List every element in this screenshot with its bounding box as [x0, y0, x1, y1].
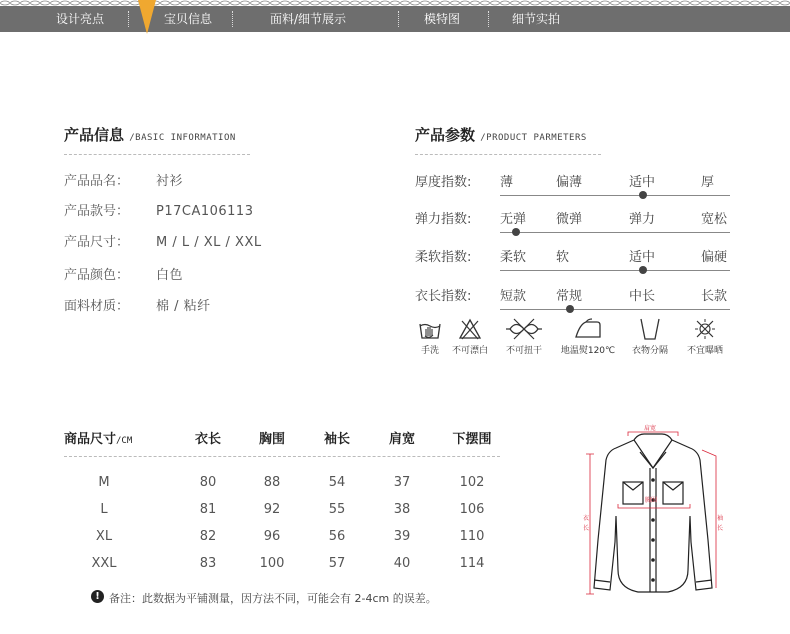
- measure-cell: 102: [459, 475, 485, 490]
- measure-cell: 55: [328, 502, 346, 517]
- size-col-shoulder: 肩宽: [388, 432, 415, 447]
- measure-cell: 57: [328, 556, 346, 571]
- sleeve-label-1: 袖: [717, 515, 724, 522]
- measure-cell: 38: [393, 502, 411, 517]
- info-row-name: [64, 170, 183, 189]
- chest-label: 胸围: [644, 497, 658, 504]
- length-label-1: 衣: [583, 515, 590, 522]
- param-row: [415, 208, 745, 234]
- info-value: 衬衫: [156, 174, 184, 189]
- care-no-wring: [494, 316, 554, 356]
- param-option: 适中: [629, 250, 656, 265]
- care-label: 地温熨120℃: [560, 346, 616, 356]
- param-selected-dot: [639, 191, 647, 199]
- size-col-length: 衣长: [194, 432, 221, 447]
- care-no-bleach: [440, 316, 500, 356]
- no-wring-icon: [504, 316, 544, 342]
- param-selected-dot: [566, 305, 574, 313]
- nav-tab-product-info[interactable]: 宝贝信息: [164, 12, 213, 26]
- measurement-note: [93, 590, 437, 606]
- info-value: M / L / XL / XXL: [156, 235, 262, 250]
- care-label: 手洗: [420, 346, 439, 356]
- product-info-title: [64, 124, 236, 145]
- info-value: 白色: [156, 268, 184, 283]
- size-col-sleeve: 袖长: [323, 432, 350, 447]
- iron-icon: [572, 316, 604, 342]
- info-label: 产品尺寸：: [64, 235, 130, 250]
- nav-bar: [0, 6, 790, 32]
- info-row-color: [64, 264, 183, 283]
- measure-cell: 88: [263, 475, 281, 490]
- size-cell: M: [98, 475, 110, 490]
- measure-cell: 81: [199, 502, 217, 517]
- product-params-title: [415, 124, 587, 145]
- info-label: 面料材质：: [64, 299, 130, 314]
- nav-tab-design-highlights[interactable]: 设计亮点: [56, 12, 105, 26]
- param-scale-line: [500, 232, 730, 233]
- product-info-heading: 产品信息: [64, 126, 125, 144]
- param-label: 弹力指数:: [415, 212, 472, 227]
- measure-cell: 80: [199, 475, 217, 490]
- measure-cell: 96: [263, 529, 281, 544]
- sleeve-label-2: 长: [717, 525, 724, 532]
- info-row-material: [64, 295, 211, 314]
- length-label-2: 长: [583, 525, 590, 532]
- divider: [64, 154, 250, 155]
- exclamation-icon: !: [91, 590, 104, 603]
- divider: [415, 154, 601, 155]
- size-col-chest: 胸围: [258, 432, 285, 447]
- care-iron: [558, 316, 618, 356]
- product-params-heading: 产品参数: [415, 126, 476, 144]
- note-text: 备注：此数据为平铺测量，因方法不同，可能会有 2-4cm 的误差。: [109, 592, 437, 605]
- param-selected-dot: [639, 266, 647, 274]
- nav-divider: [128, 11, 129, 27]
- param-option: 长款: [701, 289, 728, 304]
- measure-cell: 110: [459, 529, 485, 544]
- shirt-measurement-diagram: [578, 420, 728, 610]
- measure-cell: 106: [459, 502, 485, 517]
- measure-cell: 114: [459, 556, 485, 571]
- param-option: 软: [556, 250, 570, 265]
- param-option: 短款: [500, 289, 527, 304]
- size-col-hem: 下摆围: [452, 432, 492, 447]
- size-cell: L: [100, 502, 108, 517]
- param-scale-line: [500, 270, 730, 271]
- measure-cell: 83: [199, 556, 217, 571]
- info-label: 产品颜色：: [64, 268, 130, 283]
- measure-cell: 82: [199, 529, 217, 544]
- measure-cell: 54: [328, 475, 346, 490]
- nav-tab-model-photos[interactable]: 模特图: [424, 12, 461, 26]
- size-cell: XL: [95, 529, 113, 544]
- care-no-sun: [675, 316, 735, 356]
- measurement-guides: [586, 432, 716, 594]
- param-option: 微弹: [556, 212, 583, 227]
- param-option: 柔软: [500, 250, 527, 265]
- shirt-outline: [594, 434, 712, 592]
- param-option: 常规: [556, 289, 583, 304]
- measure-cell: 39: [393, 529, 411, 544]
- measure-cell: 92: [263, 502, 281, 517]
- measure-cell: 56: [328, 529, 346, 544]
- product-info-subtitle: /BASIC INFORMATION: [129, 133, 236, 143]
- param-selected-dot: [512, 228, 520, 236]
- size-cell: XXL: [91, 556, 117, 571]
- param-option: 偏薄: [556, 175, 583, 190]
- separate-wash-icon: [636, 316, 664, 342]
- info-label: 产品品名：: [64, 174, 130, 189]
- nav-tab-detail-shots[interactable]: 细节实拍: [512, 12, 561, 26]
- nav-divider: [232, 11, 233, 27]
- info-row-sizes: [64, 231, 262, 250]
- info-value: 棉 / 粘纤: [156, 299, 211, 314]
- care-label: 不可扭干: [505, 346, 542, 356]
- nav-divider: [488, 11, 489, 27]
- active-tab-marker: [138, 0, 156, 34]
- measure-cell: 40: [393, 556, 411, 571]
- param-row: [415, 171, 745, 197]
- param-row: [415, 285, 745, 311]
- param-option: 偏硬: [701, 250, 728, 265]
- param-option: 弹力: [629, 212, 656, 227]
- shoulder-label: 肩宽: [643, 425, 657, 432]
- care-label: 衣物分隔: [631, 346, 668, 356]
- care-separate-wash: [620, 316, 680, 356]
- measure-cell: 100: [259, 556, 285, 571]
- no-bleach-icon: [456, 316, 484, 342]
- param-option: 厚: [701, 175, 715, 190]
- info-row-style-number: [64, 200, 253, 219]
- no-sun-icon: [691, 316, 719, 342]
- param-option: 中长: [629, 289, 656, 304]
- param-option: 宽松: [701, 212, 728, 227]
- param-scale-line: [500, 195, 730, 196]
- info-value: P17CA106113: [156, 204, 254, 219]
- param-label: 柔软指数:: [415, 250, 472, 265]
- product-params-subtitle: /PRODUCT PARMETERS: [480, 133, 587, 143]
- param-row: [415, 246, 745, 272]
- care-label: 不可漂白: [451, 346, 488, 356]
- divider: [64, 456, 500, 457]
- size-header-label: 商品尺寸/CM: [64, 432, 133, 447]
- param-scale-line: [500, 309, 730, 310]
- param-option: 适中: [629, 175, 656, 190]
- measure-cell: 37: [393, 475, 411, 490]
- nav-tab-fabric-details[interactable]: 面料/细节展示: [270, 12, 347, 26]
- param-label: 衣长指数:: [415, 289, 472, 304]
- nav-divider: [398, 11, 399, 27]
- param-option: 无弹: [500, 212, 527, 227]
- param-option: 薄: [500, 175, 514, 190]
- param-label: 厚度指数:: [415, 175, 472, 190]
- care-label: 不宜曝晒: [686, 346, 723, 356]
- info-label: 产品款号：: [64, 204, 130, 219]
